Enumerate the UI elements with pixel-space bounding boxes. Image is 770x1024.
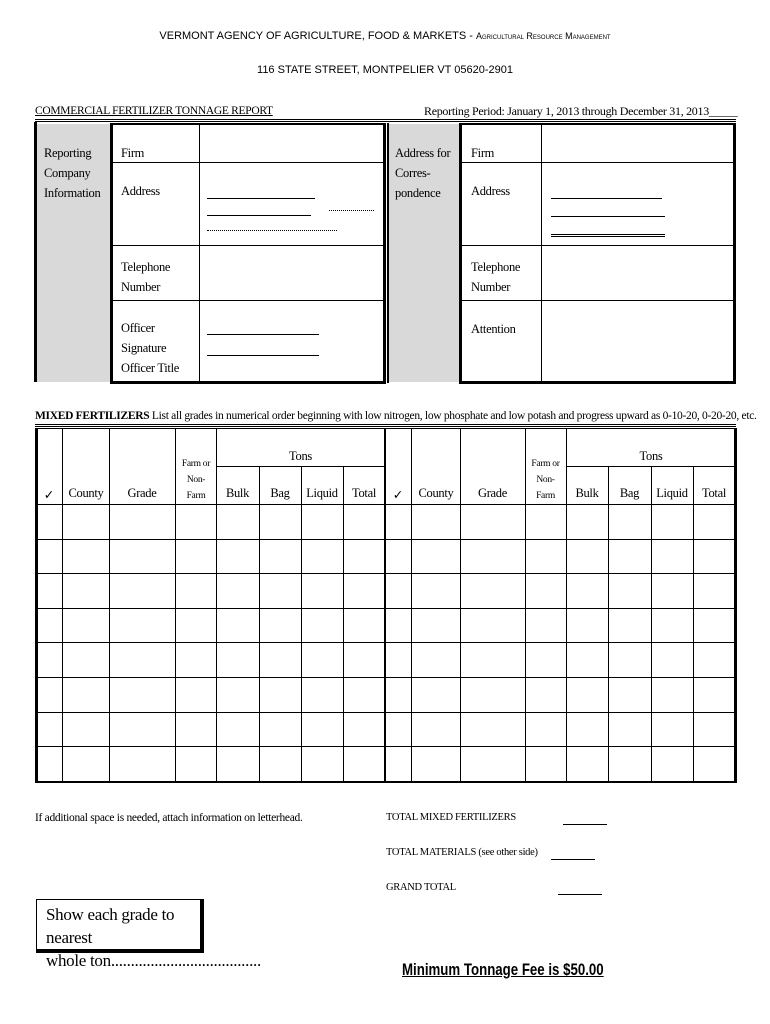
table-cell[interactable] (302, 505, 343, 539)
corr-address-line-1[interactable] (551, 198, 662, 199)
table-cell[interactable] (260, 609, 301, 643)
table-cell[interactable] (386, 574, 411, 608)
table-cell[interactable] (260, 505, 301, 539)
total-materials-label: TOTAL MATERIALS (see other side) (386, 847, 538, 858)
officer-signature-line[interactable] (207, 334, 319, 335)
table-cell[interactable] (38, 643, 62, 677)
additional-space-note: If additional space is needed, attach information on letterhead. (35, 812, 303, 824)
table-cell[interactable] (217, 540, 259, 574)
table-cell[interactable] (412, 747, 460, 781)
table-cell[interactable] (609, 713, 651, 747)
agency-name: VERMONT AGENCY OF AGRICULTURE, FOOD & MARKETS - (159, 30, 477, 42)
total-materials-field[interactable] (551, 859, 595, 860)
company-bottom-border (110, 381, 386, 384)
table-cell[interactable] (217, 609, 259, 643)
table-cell[interactable] (344, 574, 384, 608)
table-cell[interactable] (386, 505, 411, 539)
table-cell[interactable] (526, 505, 566, 539)
table-cell[interactable] (38, 609, 62, 643)
table-cell[interactable] (526, 574, 566, 608)
corr-top-border (459, 123, 736, 125)
table-cell[interactable] (652, 505, 693, 539)
table-cell[interactable] (176, 505, 216, 539)
table-cell[interactable] (344, 678, 384, 712)
table-cell[interactable] (38, 574, 62, 608)
table-cell[interactable] (302, 678, 343, 712)
table-cell[interactable] (110, 713, 175, 747)
table-cell[interactable] (344, 540, 384, 574)
corr-row-line (459, 245, 734, 246)
table-right-border (734, 428, 737, 783)
company-row-line (110, 300, 384, 301)
company-officer-label: Officer Signature Officer Title (121, 321, 180, 375)
total-mixed-label: TOTAL MIXED FERTILIZERS (386, 812, 516, 823)
right-bag-header: Bag (619, 486, 640, 500)
table-cell[interactable] (260, 540, 301, 574)
table-cell[interactable] (38, 678, 62, 712)
table-cell[interactable] (609, 574, 651, 608)
tons-group-line (216, 466, 384, 467)
table-cell[interactable] (567, 540, 608, 574)
table-cell[interactable] (609, 609, 651, 643)
table-cell[interactable] (302, 643, 343, 677)
company-top-border (110, 123, 385, 125)
table-cell[interactable] (38, 747, 62, 781)
company-firm-label: Firm (121, 146, 145, 160)
corr-telephone-label: Telephone Number (471, 260, 521, 294)
table-cell[interactable] (217, 747, 259, 781)
division-name: Agricultural Resource Management (476, 31, 611, 41)
right-grade-header: Grade (477, 486, 508, 500)
table-cell[interactable] (63, 609, 109, 643)
corr-row-line (459, 162, 734, 163)
table-cell[interactable] (461, 574, 525, 608)
grand-total-field[interactable] (558, 894, 602, 895)
mixed-fertilizers-heading: MIXED FERTILIZERS List all grades in numerical order beginning with low nitrogen, low phosphate and low potash and progress upward as 0-10-20, 0-20-20, etc. (35, 410, 757, 422)
table-cell[interactable] (567, 678, 608, 712)
table-cell[interactable] (461, 643, 525, 677)
table-cell[interactable] (344, 643, 384, 677)
table-cell[interactable] (302, 609, 343, 643)
table-cell[interactable] (461, 505, 525, 539)
table-cell[interactable] (63, 574, 109, 608)
company-address-label: Address (121, 184, 160, 198)
table-cell[interactable] (344, 505, 384, 539)
table-cell[interactable] (609, 678, 651, 712)
table-cell[interactable] (412, 540, 460, 574)
table-cell[interactable] (567, 643, 608, 677)
table-top-border (35, 428, 737, 429)
rounding-note-box: Show each grade to nearest whole ton...................................... (36, 899, 204, 953)
table-cell[interactable] (609, 505, 651, 539)
left-bag-header: Bag (270, 486, 290, 500)
table-cell[interactable] (176, 713, 216, 747)
corr-section-label: Address for Corres- pondence (395, 146, 451, 200)
table-cell[interactable] (110, 505, 175, 539)
table-cell[interactable] (386, 643, 411, 677)
table-cell[interactable] (110, 747, 175, 781)
corr-address-label: Address (471, 184, 510, 198)
table-cell[interactable] (176, 747, 216, 781)
company-telephone-label: Telephone Number (121, 260, 171, 294)
table-cell[interactable] (412, 505, 460, 539)
table-cell[interactable] (302, 540, 343, 574)
table-cell[interactable] (652, 609, 693, 643)
table-cell[interactable] (694, 574, 734, 608)
table-cell[interactable] (567, 747, 608, 781)
corr-left-border (387, 123, 389, 383)
left-check-header: ✓ (43, 488, 55, 502)
corr-bottom-border (459, 381, 736, 384)
table-cell[interactable] (344, 713, 384, 747)
table-cell[interactable] (63, 713, 109, 747)
corr-address-line-3[interactable] (551, 234, 665, 237)
table-cell[interactable] (302, 713, 343, 747)
company-row-line (110, 162, 384, 163)
left-total-header: Total (351, 486, 376, 500)
table-cell[interactable] (652, 540, 693, 574)
table-cell[interactable] (694, 643, 734, 677)
agency-header (0, 30, 770, 42)
table-cell[interactable] (412, 643, 460, 677)
table-cell[interactable] (567, 609, 608, 643)
reporting-period: Reporting Period: January 1, 2013 through December 31, 2013_____ (424, 104, 738, 118)
table-cell[interactable] (176, 609, 216, 643)
table-cell[interactable] (652, 747, 693, 781)
left-liquid-header: Liquid (306, 486, 338, 500)
company-address-line-2[interactable] (207, 215, 311, 216)
table-cell[interactable] (609, 540, 651, 574)
right-farm-header: Farm or Non- Farm (531, 459, 560, 501)
officer-title-line[interactable] (207, 355, 319, 356)
table-cell[interactable] (694, 540, 734, 574)
table-cell[interactable] (694, 505, 734, 539)
company-section-label: Reporting Company Information (44, 146, 101, 200)
table-cell[interactable] (302, 574, 343, 608)
table-cell[interactable] (63, 643, 109, 677)
table-cell[interactable] (412, 574, 460, 608)
table-cell[interactable] (567, 574, 608, 608)
total-mixed-field[interactable] (563, 824, 607, 825)
table-cell[interactable] (386, 678, 411, 712)
table-cell[interactable] (176, 643, 216, 677)
left-bulk-header: Bulk (225, 486, 250, 500)
table-cell[interactable] (526, 643, 566, 677)
table-cell[interactable] (217, 574, 259, 608)
table-cell[interactable] (344, 747, 384, 781)
table-cell[interactable] (110, 574, 175, 608)
table-cell[interactable] (260, 747, 301, 781)
minimum-fee-notice: Minimum Tonnage Fee is $50.00 (402, 960, 604, 979)
table-cell[interactable] (694, 747, 734, 781)
title-rule (35, 119, 736, 122)
table-cell[interactable] (694, 609, 734, 643)
table-cell[interactable] (609, 747, 651, 781)
table-cell[interactable] (526, 747, 566, 781)
table-cell[interactable] (461, 747, 525, 781)
company-left-border (34, 122, 37, 382)
table-cell[interactable] (652, 643, 693, 677)
agency-address: 116 STATE STREET, MONTPELIER VT 05620-2901 (257, 64, 513, 76)
table-cell[interactable] (217, 643, 259, 677)
table-cell[interactable] (260, 678, 301, 712)
table-cell[interactable] (110, 540, 175, 574)
left-farm-header: Farm or Non- Farm (181, 459, 211, 501)
table-cell[interactable] (217, 678, 259, 712)
table-cell[interactable] (110, 643, 175, 677)
table-cell[interactable] (461, 540, 525, 574)
right-bulk-header: Bulk (575, 486, 599, 500)
table-cell[interactable] (652, 678, 693, 712)
corr-firm-label: Firm (471, 146, 495, 160)
table-cell[interactable] (217, 505, 259, 539)
corr-address-line-2[interactable] (551, 216, 665, 217)
table-bottom-border (35, 781, 737, 783)
table-cell[interactable] (412, 678, 460, 712)
table-cell[interactable] (260, 713, 301, 747)
table-cell[interactable] (386, 747, 411, 781)
table-cell[interactable] (110, 678, 175, 712)
table-cell[interactable] (652, 713, 693, 747)
table-cell[interactable] (63, 678, 109, 712)
table-cell[interactable] (526, 713, 566, 747)
left-tons-header: Tons (289, 449, 312, 463)
table-cell[interactable] (260, 574, 301, 608)
table-cell[interactable] (176, 574, 216, 608)
table-cell[interactable] (412, 713, 460, 747)
table-cell[interactable] (461, 609, 525, 643)
table-cell[interactable] (567, 713, 608, 747)
right-total-header: Total (701, 486, 726, 500)
table-cell[interactable] (344, 609, 384, 643)
company-address-dots[interactable] (329, 210, 374, 211)
company-address-line-1[interactable] (207, 198, 315, 199)
table-cell[interactable] (217, 713, 259, 747)
table-cell[interactable] (694, 713, 734, 747)
table-cell[interactable] (386, 540, 411, 574)
corr-row-line (459, 300, 734, 301)
table-cell[interactable] (567, 505, 608, 539)
right-tons-header: Tons (639, 449, 663, 463)
company-address-line-3[interactable] (207, 230, 337, 231)
left-grade-header: Grade (127, 486, 157, 500)
tons-group-line (566, 466, 734, 467)
report-title: COMMERCIAL FERTILIZER TONNAGE REPORT (35, 105, 273, 117)
grand-total-label: GRAND TOTAL (386, 882, 456, 893)
right-liquid-header: Liquid (656, 486, 688, 500)
table-cell[interactable] (526, 609, 566, 643)
table-cell[interactable] (526, 540, 566, 574)
right-county-header: County (418, 486, 454, 500)
company-row-line (110, 245, 384, 246)
right-check-header: ✓ (392, 488, 404, 502)
table-cell[interactable] (412, 609, 460, 643)
table-cell[interactable] (38, 540, 62, 574)
table-cell[interactable] (38, 713, 62, 747)
table-cell[interactable] (461, 678, 525, 712)
table-cell[interactable] (386, 609, 411, 643)
table-cell[interactable] (302, 747, 343, 781)
table-cell[interactable] (110, 609, 175, 643)
table-cell[interactable] (652, 574, 693, 608)
table-cell[interactable] (386, 713, 411, 747)
table-cell[interactable] (526, 678, 566, 712)
table-cell[interactable] (176, 540, 216, 574)
table-cell[interactable] (176, 678, 216, 712)
table-cell[interactable] (260, 643, 301, 677)
mixed-rule (35, 424, 736, 427)
table-cell[interactable] (694, 678, 734, 712)
table-cell[interactable] (609, 643, 651, 677)
table-cell[interactable] (461, 713, 525, 747)
table-cell[interactable] (38, 505, 62, 539)
table-cell[interactable] (63, 540, 109, 574)
corr-attention-label: Attention (471, 322, 516, 336)
left-county-header: County (68, 486, 104, 500)
table-cell[interactable] (63, 747, 109, 781)
table-cell[interactable] (63, 505, 109, 539)
